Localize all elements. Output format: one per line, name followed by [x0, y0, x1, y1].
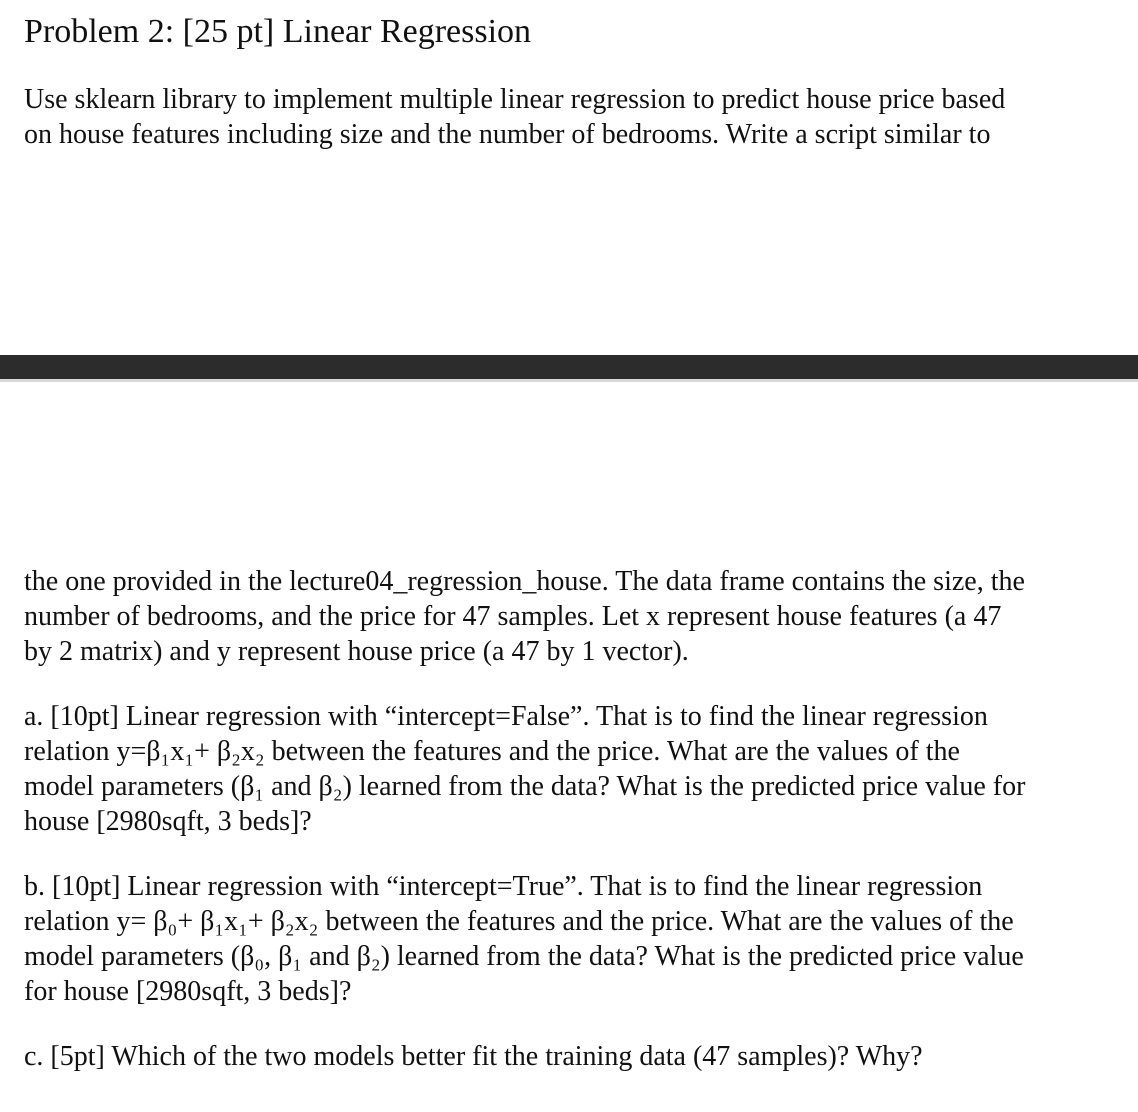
problem-title: Problem 2: [25 pt] Linear Regression [24, 13, 532, 50]
page-separator-band [0, 355, 1138, 379]
question-part-b [24, 869, 1124, 1009]
part-a-line-4: house [2980sqft, 3 beds]? [24, 806, 312, 837]
intro-top-line-2: on house features including size and the number of bedrooms. Write a script similar to [24, 119, 991, 150]
part-c-line-1: c. [5pt] Which of the two models better fit the training data (47 samples)? Why? [24, 1041, 923, 1072]
part-b-line-3: model parameters (β₀, β₁ and β₂) learned from the data? What is the predicted price value [24, 941, 1024, 972]
page-separator-shadow [0, 379, 1138, 382]
intro-top-line-1: Use sklearn library to implement multiple linear regression to predict house price based [24, 84, 1006, 115]
part-a-line-3: model parameters (β₁ and β₂) learned from the data? What is the predicted price value for [24, 771, 1026, 802]
question-part-a [24, 699, 1124, 839]
intro-paragraph-bottom [24, 564, 1124, 669]
intro-bottom-line-1: the one provided in the lecture04_regression_house. The data frame contains the size, the [24, 566, 1025, 597]
part-b-line-2: relation y= β₀+ β₁x₁+ β₂x₂ between the features and the price. What are the values of the [24, 906, 1014, 937]
part-a-line-2: relation y=β₁x₁+ β₂x₂ between the features and the price. What are the values of the [24, 736, 960, 767]
part-a-line-1: a. [10pt] Linear regression with “intercept=False”. That is to find the linear regression [24, 701, 988, 732]
part-b-line-1: b. [10pt] Linear regression with “intercept=True”. That is to find the linear regression [24, 871, 983, 902]
intro-bottom-line-3: by 2 matrix) and y represent house price (a 47 by 1 vector). [24, 636, 689, 667]
intro-bottom-line-2: number of bedrooms, and the price for 47 samples. Let x represent house features (a 47 [24, 601, 1002, 632]
part-b-line-4: for house [2980sqft, 3 beds]? [24, 976, 352, 1007]
question-part-c [24, 1039, 1124, 1074]
intro-paragraph-top [24, 82, 1124, 152]
